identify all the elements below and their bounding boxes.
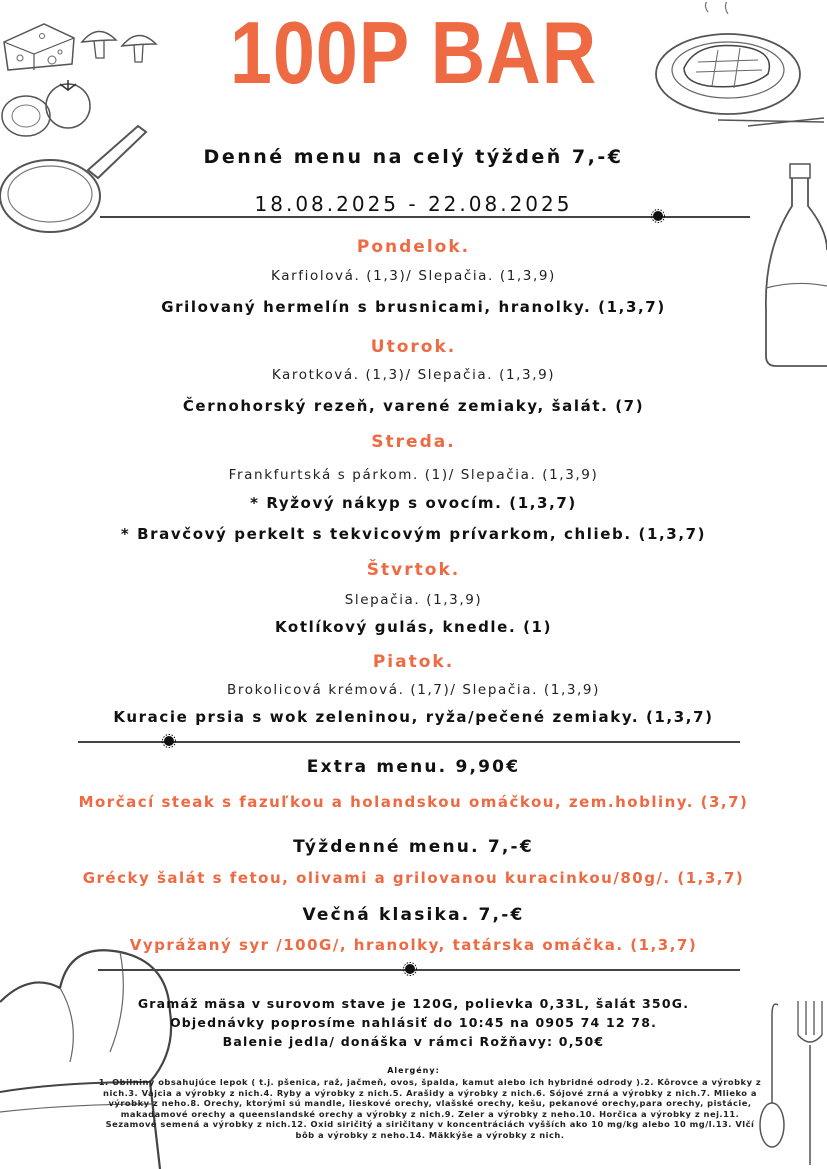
frying-pan-icon — [0, 118, 150, 243]
day-main-dish: Černohorský rezeň, varené zemiaky, šalát. (7) — [182, 397, 645, 415]
extra-item: Vyprážaný syr /100G/, hranolky, tatárska omáčka. (1,3,7) — [129, 936, 698, 954]
info-line: Objednávky poprosíme nahlásiť do 10:45 na 0905 74 12 78. — [169, 1015, 658, 1030]
extra-item: Grécky šalát s fetou, olivami a grilovanou kuracinkou/80g/. (1,3,7) — [82, 869, 745, 887]
menu-dates: 18.08.2025 - 22.08.2025 — [254, 192, 573, 216]
divider-ornament — [162, 734, 176, 748]
day-soups: Slepačia. (1,3,9) — [344, 592, 483, 608]
page-title: 100P BAR — [229, 3, 598, 102]
info-line: Balenie jedla/ donáška v rámci Rožňavy: 0,50€ — [222, 1034, 605, 1049]
info-line: Gramáž mäsa v surovom stave je 120G, polievka 0,33L, šalát 350G. — [137, 996, 690, 1011]
day-main-dish: * Ryžový nákyp s ovocím. (1,3,7) — [250, 494, 577, 512]
day-heading: Piatok. — [372, 652, 455, 672]
extra-heading: Týždenné menu. 7,-€ — [293, 837, 534, 857]
day-soups: Frankfurtská s párkom. (1)/ Slepačia. (1,3,9) — [228, 467, 599, 483]
extra-heading: Večná klasika. 7,-€ — [302, 905, 525, 925]
divider-ornament — [651, 209, 665, 223]
allergens-title: Alergény: — [387, 1066, 440, 1075]
extra-item: Morčací steak s fazuľkou a holandskou omáčkou, zem.hobliny. (3,7) — [78, 793, 749, 811]
day-soups: Brokolicová krémová. (1,7)/ Slepačia. (1,3,9) — [227, 682, 600, 698]
day-main-dish: Kuracie prsia s wok zeleninou, ryža/pečené zemiaky. (1,3,7) — [113, 708, 714, 726]
divider-ornament — [403, 962, 417, 976]
day-soups: Karfiolová. (1,3)/ Slepačia. (1,3,9) — [271, 268, 556, 284]
day-main-dish: Grilovaný hermelín s brusnicami, hranolky. (1,3,7) — [161, 298, 666, 316]
day-heading: Streda. — [371, 432, 456, 452]
day-heading: Štvrtok. — [366, 560, 461, 580]
day-heading: Pondelok. — [356, 237, 471, 257]
extra-heading: Extra menu. 9,90€ — [306, 757, 521, 777]
day-soups: Karotková. (1,3)/ Slepačia. (1,3,9) — [271, 367, 556, 383]
divider — [98, 969, 740, 971]
day-heading: Utorok. — [370, 337, 457, 357]
allergens-text: 1. Obilniny obsahujúce lepok ( t.j. pšenica, raž, jačmeň, ovos, špalda, kamut alebo ich hybridné odrody ).2. Kôrovce a výrobky z nich.3. Vajcia a výrobky z nich.4. Ryby a výrobky z nich.5. Arašidy a výrobky z nich.6. Sójové zrná a výrobky z nich.7. Mlieko a výrobky z neho.8. Orechy, ktorými sú mandle, lieskové orechy, vlašské orechy, kešu, pekanové orechy,para orechy, pistácie, makadamové orechy a queenslandské orechy a výrobky z nich.9. Zeler a výrobky z neho.10. Horčica a výrobky z nej.11. Sezamové semená a výrobky z nich.12. Oxid siričitý a siričitany v koncentráciách vyšších ako 10 mg/kg alebo 10 mg/l.13. Vlčí bôb a výrobky z neho.14. Mäkkýše a výrobky z nich. — [98, 1077, 762, 1140]
day-main-dish: Kotlíkový gulás, knedle. (1) — [274, 618, 553, 636]
day-main-dish: * Bravčový perkelt s tekvicovým prívarkom, chlieb. (1,3,7) — [120, 525, 707, 543]
divider — [78, 741, 740, 743]
menu-subtitle: Denné menu na celý týždeň 7,-€ — [203, 146, 624, 168]
